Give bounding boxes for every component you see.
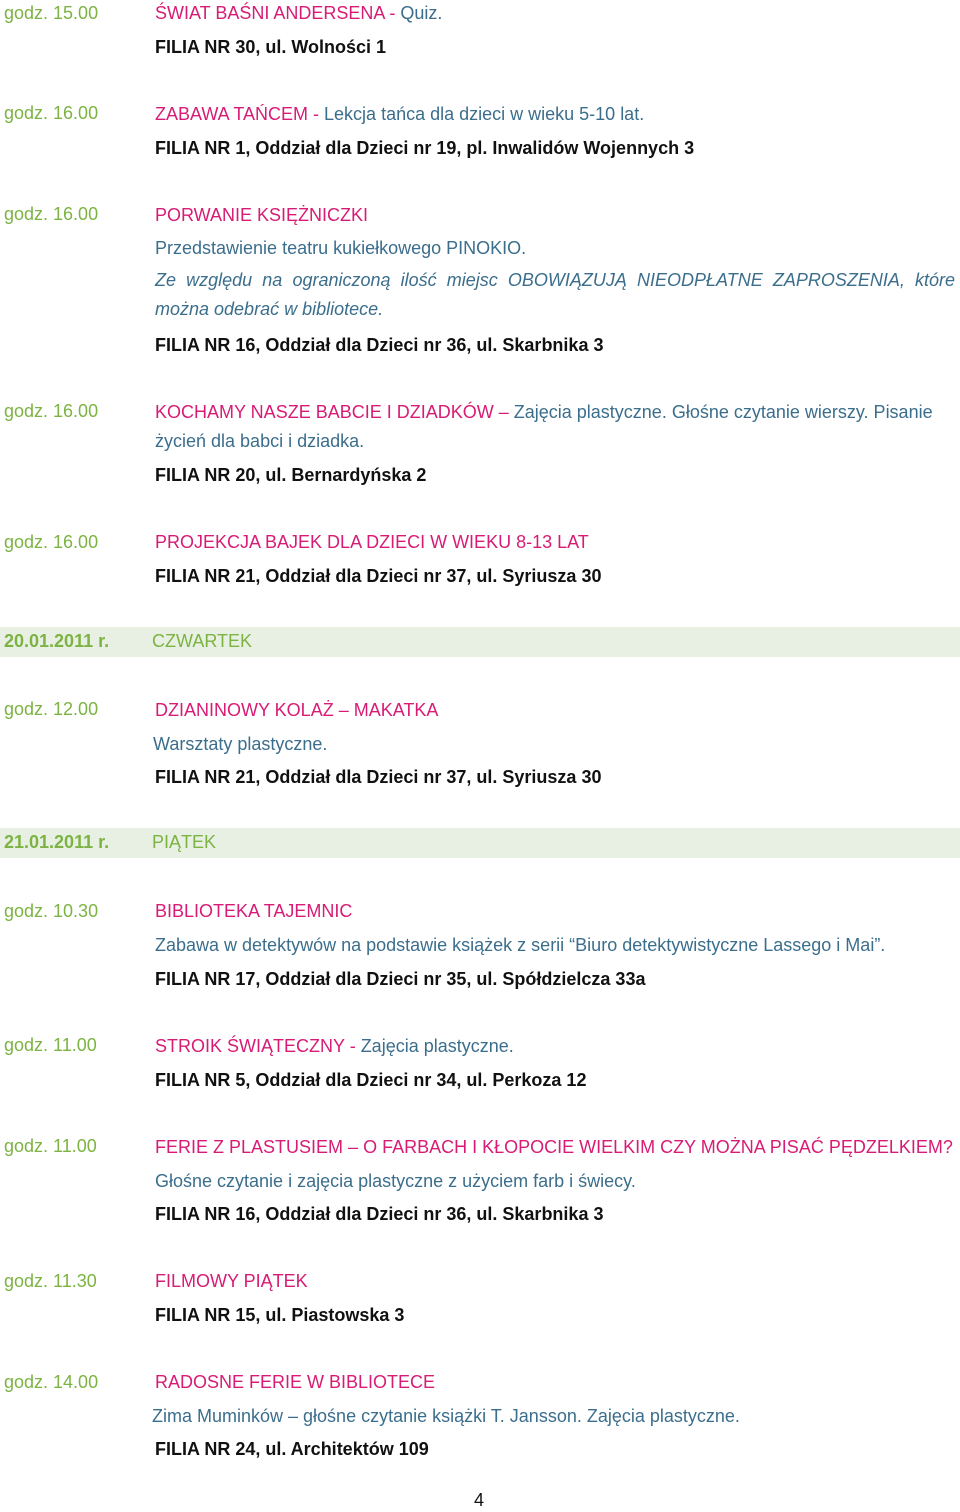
event-description: Przedstawienie teatru kukiełkowego PINOKIO.	[155, 238, 527, 258]
day-date: 20.01.2011 r.	[4, 631, 110, 651]
event-title: PROJEKCJA BAJEK DLA DZIECI W WIEKU 8-13 LAT	[155, 532, 589, 552]
event-title-line	[155, 103, 644, 125]
event-location: FILIA NR 24, ul. Architektów 109	[155, 1439, 429, 1459]
page-number: 4	[474, 1490, 485, 1510]
event-location: FILIA NR 21, Oddział dla Dzieci nr 37, ul. Syriusza 30	[155, 767, 602, 787]
event-title: STROIK ŚWIĄTECZNY	[155, 1036, 345, 1056]
event-time: godz. 16.00	[4, 103, 99, 123]
event-location: FILIA NR 17, Oddział dla Dzieci nr 35, ul. Spółdzielcza 33a	[155, 969, 646, 989]
event-location: FILIA NR 20, ul. Bernardyńska 2	[155, 465, 427, 485]
event-description: Zabawa w detektywów na podstawie książek z serii “Biuro detektywistyczne Lassego i Mai”.	[155, 935, 886, 955]
event-separator: –	[493, 402, 514, 422]
event-separator: -	[308, 104, 325, 124]
event-title: ZABAWA TAŃCEM	[155, 104, 309, 124]
event-separator: -	[344, 1036, 361, 1056]
event-time: godz. 11.00	[4, 1136, 97, 1156]
event-description: Quiz.	[400, 3, 443, 23]
event-description-continued: życień dla babci i dziadka.	[155, 431, 365, 451]
event-title: BIBLIOTEKA TAJEMNIC	[155, 901, 353, 921]
event-time: godz. 11.00	[4, 1035, 97, 1055]
event-location: FILIA NR 15, ul. Piastowska 3	[155, 1305, 405, 1325]
event-description: Warsztaty plastyczne.	[153, 734, 328, 754]
event-description: O FARBACH I KŁOPOCIE WIELKIM CZY MOŻNA PISAĆ PĘDZELKIEM?	[363, 1137, 953, 1157]
event-title: ŚWIAT BAŚNI ANDERSENA	[155, 3, 385, 23]
event-separator: -	[384, 3, 401, 23]
event-time: godz. 14.00	[4, 1372, 99, 1392]
event-time: godz. 16.00	[4, 532, 99, 552]
event-description: Lekcja tańca dla dzieci w wieku 5-10 lat.	[324, 104, 645, 124]
event-title-line	[155, 1136, 953, 1158]
event-time: godz. 16.00	[4, 204, 99, 224]
event-title: FERIE Z PLASTUSIEM	[155, 1137, 344, 1157]
event-description: Zajęcia plastyczne.	[360, 1036, 514, 1056]
event-title: FILMOWY PIĄTEK	[155, 1271, 308, 1291]
day-name: PIĄTEK	[152, 832, 217, 852]
event-location: FILIA NR 21, Oddział dla Dzieci nr 37, ul. Syriusza 30	[155, 566, 602, 586]
day-header	[0, 627, 960, 657]
event-location: FILIA NR 5, Oddział dla Dzieci nr 34, ul. Perkoza 12	[155, 1070, 587, 1090]
event-time: godz. 10.30	[4, 901, 99, 921]
day-date: 21.01.2011 r.	[4, 832, 110, 852]
event-title-line	[155, 401, 933, 423]
event-description: Zajęcia plastyczne. Głośne czytanie wierszy. Pisanie	[513, 402, 933, 422]
event-time: godz. 15.00	[4, 3, 99, 23]
event-description: Zima Muminków – głośne czytanie książki T. Jansson. Zajęcia plastyczne.	[152, 1406, 740, 1426]
event-time: godz. 12.00	[4, 699, 99, 719]
event-title-line	[155, 2, 442, 24]
event-separator: –	[343, 1137, 364, 1157]
event-note: Ze względu na ograniczoną ilość miejsc OBOWIĄZUJĄ NIEODPŁATNE ZAPROSZENIA, które można odebrać w bibliotece.	[155, 270, 955, 319]
event-location: FILIA NR 30, ul. Wolności 1	[155, 37, 387, 57]
event-location: FILIA NR 16, Oddział dla Dzieci nr 36, ul. Skarbnika 3	[155, 1204, 604, 1224]
event-time: godz. 16.00	[4, 401, 99, 421]
event-title: RADOSNE FERIE W BIBLIOTECE	[155, 1372, 436, 1392]
event-title: DZIANINOWY KOLAŻ – MAKATKA	[155, 700, 439, 720]
event-title: PORWANIE KSIĘŻNICZKI	[155, 205, 369, 225]
day-name: CZWARTEK	[152, 631, 253, 651]
event-time: godz. 11.30	[4, 1271, 97, 1291]
day-header	[0, 828, 960, 858]
event-title: KOCHAMY NASZE BABCIE I DZIADKÓW	[155, 402, 494, 422]
event-location: FILIA NR 1, Oddział dla Dzieci nr 19, pl. Inwalidów Wojennych 3	[155, 138, 695, 158]
event-title-line	[155, 1035, 514, 1057]
event-description-continued: Głośne czytanie i zajęcia plastyczne z użyciem farb i świecy.	[155, 1171, 636, 1191]
event-location: FILIA NR 16, Oddział dla Dzieci nr 36, ul. Skarbnika 3	[155, 335, 604, 355]
